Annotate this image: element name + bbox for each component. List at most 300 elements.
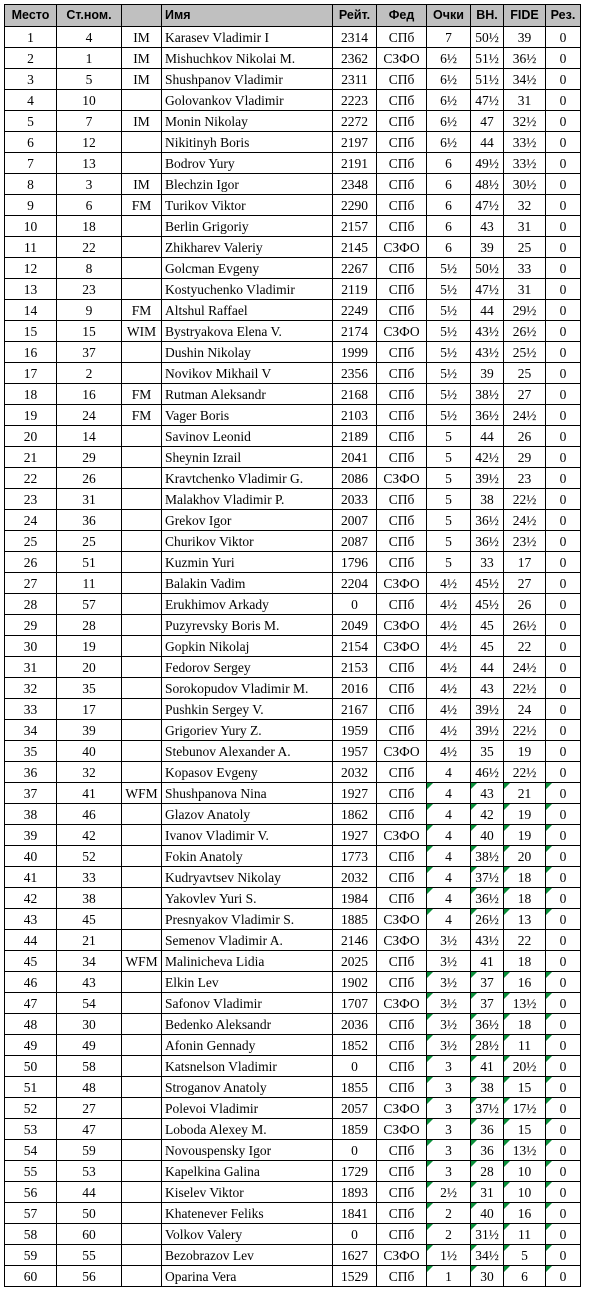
cell-name: Pushkin Sergey V. <box>162 699 333 720</box>
cell-start-number: 40 <box>57 741 122 762</box>
cell-points: 3½ <box>427 930 471 951</box>
table-row <box>5 69 581 90</box>
cell-buchholz: 36½ <box>471 405 504 426</box>
cell-place: 44 <box>5 930 57 951</box>
cell-name: Zhikharev Valeriy <box>162 237 333 258</box>
cell-rating: 1927 <box>333 825 377 846</box>
cell-rating: 1862 <box>333 804 377 825</box>
cell-fide: 22 <box>504 636 546 657</box>
cell-buchholz: 31 <box>471 1182 504 1203</box>
cell-result: 0 <box>546 531 581 552</box>
cell-result: 0 <box>546 552 581 573</box>
cell-fide: 23½ <box>504 531 546 552</box>
cell-federation: СПб <box>377 846 427 867</box>
cell-result: 0 <box>546 1266 581 1287</box>
cell-title <box>122 1077 162 1098</box>
cell-title <box>122 1203 162 1224</box>
table-row <box>5 111 581 132</box>
cell-points: 6½ <box>427 69 471 90</box>
cell-buchholz: 47½ <box>471 279 504 300</box>
cell-title: WFM <box>122 951 162 972</box>
cell-start-number: 4 <box>57 27 122 48</box>
cell-federation: СПб <box>377 867 427 888</box>
cell-title <box>122 1266 162 1287</box>
cell-fide: 31 <box>504 279 546 300</box>
cell-points: 4½ <box>427 573 471 594</box>
cell-federation: СПб <box>377 699 427 720</box>
cell-place: 1 <box>5 27 57 48</box>
cell-title: IM <box>122 69 162 90</box>
cell-points: 5 <box>427 531 471 552</box>
cell-fide: 26 <box>504 594 546 615</box>
cell-title: IM <box>122 48 162 69</box>
cell-buchholz: 39 <box>471 363 504 384</box>
cell-name: Kapelkina Galina <box>162 1161 333 1182</box>
cell-federation: СПб <box>377 888 427 909</box>
table-row <box>5 825 581 846</box>
cell-place: 39 <box>5 825 57 846</box>
cell-rating: 0 <box>333 1224 377 1245</box>
cell-name: Balakin Vadim <box>162 573 333 594</box>
cell-result: 0 <box>546 867 581 888</box>
cell-fide: 26½ <box>504 321 546 342</box>
cell-points: 4½ <box>427 699 471 720</box>
cell-rating: 1796 <box>333 552 377 573</box>
cell-federation: СПб <box>377 972 427 993</box>
cell-fide: 19 <box>504 825 546 846</box>
cell-buchholz: 44 <box>471 426 504 447</box>
cell-federation: СПб <box>377 1035 427 1056</box>
cell-federation: СЗФО <box>377 573 427 594</box>
cell-buchholz: 40 <box>471 825 504 846</box>
cell-place: 36 <box>5 762 57 783</box>
table-row <box>5 951 581 972</box>
cell-rating: 2348 <box>333 174 377 195</box>
cell-start-number: 41 <box>57 783 122 804</box>
cell-buchholz: 38½ <box>471 846 504 867</box>
cell-federation: СПб <box>377 132 427 153</box>
cell-federation: СЗФО <box>377 1098 427 1119</box>
cell-buchholz: 44 <box>471 657 504 678</box>
cell-start-number: 59 <box>57 1140 122 1161</box>
cell-start-number: 56 <box>57 1266 122 1287</box>
header-points: Очки <box>427 5 471 27</box>
cell-result: 0 <box>546 1098 581 1119</box>
table-row <box>5 657 581 678</box>
cell-rating: 2036 <box>333 1014 377 1035</box>
table-row <box>5 1266 581 1287</box>
cell-result: 0 <box>546 426 581 447</box>
cell-start-number: 10 <box>57 90 122 111</box>
cell-buchholz: 47½ <box>471 90 504 111</box>
cell-place: 41 <box>5 867 57 888</box>
cell-points: 4½ <box>427 636 471 657</box>
cell-name: Kopasov Evgeny <box>162 762 333 783</box>
cell-start-number: 45 <box>57 909 122 930</box>
cell-fide: 11 <box>504 1224 546 1245</box>
cell-result: 0 <box>546 594 581 615</box>
cell-federation: СПб <box>377 657 427 678</box>
cell-result: 0 <box>546 993 581 1014</box>
cell-start-number: 38 <box>57 888 122 909</box>
cell-title <box>122 426 162 447</box>
cell-start-number: 26 <box>57 468 122 489</box>
cell-title <box>122 594 162 615</box>
cell-place: 25 <box>5 531 57 552</box>
cell-points: 4½ <box>427 720 471 741</box>
cell-federation: СПб <box>377 1182 427 1203</box>
cell-points: 5½ <box>427 258 471 279</box>
cell-start-number: 52 <box>57 846 122 867</box>
cell-buchholz: 49½ <box>471 153 504 174</box>
cell-rating: 0 <box>333 594 377 615</box>
cell-result: 0 <box>546 783 581 804</box>
cell-fide: 31 <box>504 216 546 237</box>
cell-fide: 24½ <box>504 657 546 678</box>
cell-points: 5 <box>427 552 471 573</box>
cell-buchholz: 36½ <box>471 888 504 909</box>
cell-fide: 22½ <box>504 489 546 510</box>
cell-rating: 2057 <box>333 1098 377 1119</box>
cell-federation: СПб <box>377 363 427 384</box>
cell-rating: 1984 <box>333 888 377 909</box>
cell-title: FM <box>122 195 162 216</box>
cell-points: 3½ <box>427 972 471 993</box>
cell-rating: 2087 <box>333 531 377 552</box>
cell-points: 6½ <box>427 48 471 69</box>
cell-title <box>122 720 162 741</box>
cell-fide: 20½ <box>504 1056 546 1077</box>
cell-points: 4 <box>427 804 471 825</box>
cell-result: 0 <box>546 1161 581 1182</box>
cell-federation: СПб <box>377 447 427 468</box>
cell-start-number: 42 <box>57 825 122 846</box>
cell-result: 0 <box>546 384 581 405</box>
cell-result: 0 <box>546 27 581 48</box>
cell-rating: 1841 <box>333 1203 377 1224</box>
cell-start-number: 27 <box>57 1098 122 1119</box>
cell-name: Altshul Raffael <box>162 300 333 321</box>
cell-federation: СПб <box>377 1224 427 1245</box>
cell-rating: 2311 <box>333 69 377 90</box>
cell-federation: СПб <box>377 1203 427 1224</box>
cell-points: 2 <box>427 1203 471 1224</box>
table-row <box>5 594 581 615</box>
cell-title: FM <box>122 405 162 426</box>
cell-rating: 2025 <box>333 951 377 972</box>
cell-points: 5 <box>427 510 471 531</box>
cell-federation: СПб <box>377 1014 427 1035</box>
cell-title <box>122 363 162 384</box>
cell-place: 28 <box>5 594 57 615</box>
cell-federation: СЗФО <box>377 48 427 69</box>
cell-title <box>122 1014 162 1035</box>
cell-result: 0 <box>546 447 581 468</box>
cell-federation: СПб <box>377 510 427 531</box>
cell-start-number: 29 <box>57 447 122 468</box>
cell-buchholz: 41 <box>471 1056 504 1077</box>
cell-buchholz: 40 <box>471 1203 504 1224</box>
cell-result: 0 <box>546 615 581 636</box>
cell-start-number: 14 <box>57 426 122 447</box>
cell-name: Golcman Evgeny <box>162 258 333 279</box>
cell-points: 2 <box>427 1224 471 1245</box>
cell-title <box>122 699 162 720</box>
cell-fide: 29 <box>504 447 546 468</box>
cell-rating: 2041 <box>333 447 377 468</box>
header-start-number: Ст.ном. <box>57 5 122 27</box>
cell-name: Malinicheva Lidia <box>162 951 333 972</box>
cell-place: 30 <box>5 636 57 657</box>
cell-buchholz: 50½ <box>471 27 504 48</box>
cell-fide: 39 <box>504 27 546 48</box>
cell-points: 3½ <box>427 1035 471 1056</box>
table-row <box>5 552 581 573</box>
cell-name: Nikitinyh Boris <box>162 132 333 153</box>
cell-title <box>122 1056 162 1077</box>
cell-points: 4½ <box>427 657 471 678</box>
cell-points: 3½ <box>427 993 471 1014</box>
cell-buchholz: 43½ <box>471 930 504 951</box>
table-row <box>5 1077 581 1098</box>
cell-buchholz: 28 <box>471 1161 504 1182</box>
cell-fide: 33½ <box>504 153 546 174</box>
cell-points: 4 <box>427 825 471 846</box>
cell-place: 12 <box>5 258 57 279</box>
table-row <box>5 153 581 174</box>
cell-name: Kudryavtsev Nikolay <box>162 867 333 888</box>
cell-buchholz: 47½ <box>471 195 504 216</box>
cell-fide: 22 <box>504 930 546 951</box>
cell-federation: СЗФО <box>377 741 427 762</box>
cell-title <box>122 615 162 636</box>
cell-federation: СПб <box>377 951 427 972</box>
cell-rating: 2356 <box>333 363 377 384</box>
cell-buchholz: 37 <box>471 993 504 1014</box>
cell-rating: 2314 <box>333 27 377 48</box>
cell-rating: 1773 <box>333 846 377 867</box>
cell-points: 7 <box>427 27 471 48</box>
cell-points: 6½ <box>427 90 471 111</box>
cell-buchholz: 33 <box>471 552 504 573</box>
cell-fide: 25 <box>504 237 546 258</box>
cell-result: 0 <box>546 216 581 237</box>
cell-federation: СПб <box>377 720 427 741</box>
cell-place: 7 <box>5 153 57 174</box>
cell-points: 5½ <box>427 321 471 342</box>
cell-federation: СЗФО <box>377 468 427 489</box>
cell-points: 3½ <box>427 1014 471 1035</box>
table-row <box>5 1056 581 1077</box>
cell-rating: 2290 <box>333 195 377 216</box>
cell-place: 32 <box>5 678 57 699</box>
cell-buchholz: 36½ <box>471 531 504 552</box>
cell-title <box>122 825 162 846</box>
cell-federation: СПб <box>377 1056 427 1077</box>
header-name: Имя <box>162 5 333 27</box>
cell-fide: 10 <box>504 1161 546 1182</box>
cell-name: Katsnelson Vladimir <box>162 1056 333 1077</box>
cell-rating: 2049 <box>333 615 377 636</box>
cell-buchholz: 37½ <box>471 867 504 888</box>
cell-start-number: 28 <box>57 615 122 636</box>
cell-fide: 36½ <box>504 48 546 69</box>
cell-rating: 2157 <box>333 216 377 237</box>
cell-start-number: 54 <box>57 993 122 1014</box>
cell-place: 4 <box>5 90 57 111</box>
cell-buchholz: 45 <box>471 615 504 636</box>
cell-points: 4½ <box>427 615 471 636</box>
cell-rating: 2103 <box>333 405 377 426</box>
cell-federation: СПб <box>377 552 427 573</box>
table-row <box>5 426 581 447</box>
cell-start-number: 7 <box>57 111 122 132</box>
cell-title <box>122 1119 162 1140</box>
cell-federation: СПб <box>377 783 427 804</box>
cell-result: 0 <box>546 762 581 783</box>
header-place: Место <box>5 5 57 27</box>
cell-start-number: 49 <box>57 1035 122 1056</box>
cell-points: 3 <box>427 1056 471 1077</box>
cell-title <box>122 531 162 552</box>
cell-rating: 2086 <box>333 468 377 489</box>
cell-result: 0 <box>546 825 581 846</box>
cell-start-number: 34 <box>57 951 122 972</box>
cell-buchholz: 42½ <box>471 447 504 468</box>
cell-buchholz: 45½ <box>471 573 504 594</box>
cell-rating: 1999 <box>333 342 377 363</box>
cell-points: 4 <box>427 888 471 909</box>
cell-result: 0 <box>546 363 581 384</box>
cell-points: 1 <box>427 1266 471 1287</box>
cell-fide: 16 <box>504 1203 546 1224</box>
cell-start-number: 11 <box>57 573 122 594</box>
table-row <box>5 1035 581 1056</box>
table-row <box>5 867 581 888</box>
cell-place: 21 <box>5 447 57 468</box>
cell-title <box>122 258 162 279</box>
cell-result: 0 <box>546 930 581 951</box>
cell-result: 0 <box>546 804 581 825</box>
cell-start-number: 17 <box>57 699 122 720</box>
cell-name: Oparina Vera <box>162 1266 333 1287</box>
cell-points: 5½ <box>427 342 471 363</box>
cell-result: 0 <box>546 237 581 258</box>
cell-points: 5 <box>427 447 471 468</box>
cell-buchholz: 36½ <box>471 1014 504 1035</box>
cell-federation: СПб <box>377 405 427 426</box>
cell-points: 3 <box>427 1077 471 1098</box>
cell-place: 5 <box>5 111 57 132</box>
cell-name: Volkov Valery <box>162 1224 333 1245</box>
cell-fide: 30½ <box>504 174 546 195</box>
cell-name: Presnyakov Vladimir S. <box>162 909 333 930</box>
cell-start-number: 31 <box>57 489 122 510</box>
cell-start-number: 53 <box>57 1161 122 1182</box>
cell-result: 0 <box>546 174 581 195</box>
header-fide: FIDE <box>504 5 546 27</box>
cell-name: Rutman Aleksandr <box>162 384 333 405</box>
cell-buchholz: 38 <box>471 1077 504 1098</box>
cell-result: 0 <box>546 741 581 762</box>
cell-buchholz: 43 <box>471 783 504 804</box>
cell-federation: СЗФО <box>377 1119 427 1140</box>
cell-buchholz: 34½ <box>471 1245 504 1266</box>
cell-place: 24 <box>5 510 57 531</box>
cell-result: 0 <box>546 1182 581 1203</box>
table-row <box>5 342 581 363</box>
cell-buchholz: 50½ <box>471 258 504 279</box>
cell-place: 35 <box>5 741 57 762</box>
cell-place: 49 <box>5 1035 57 1056</box>
cell-points: 4 <box>427 846 471 867</box>
cell-buchholz: 35 <box>471 741 504 762</box>
cell-result: 0 <box>546 300 581 321</box>
cell-fide: 22½ <box>504 678 546 699</box>
cell-title <box>122 1161 162 1182</box>
cell-start-number: 43 <box>57 972 122 993</box>
cell-fide: 16 <box>504 972 546 993</box>
table-row <box>5 1098 581 1119</box>
cell-rating: 2146 <box>333 930 377 951</box>
cell-buchholz: 47 <box>471 111 504 132</box>
cell-place: 14 <box>5 300 57 321</box>
cell-federation: СПб <box>377 489 427 510</box>
cell-place: 23 <box>5 489 57 510</box>
header-buchholz: ВН. <box>471 5 504 27</box>
cell-title <box>122 153 162 174</box>
cell-start-number: 57 <box>57 594 122 615</box>
cell-place: 51 <box>5 1077 57 1098</box>
cell-rating: 2016 <box>333 678 377 699</box>
cell-title <box>122 468 162 489</box>
cell-rating: 1959 <box>333 720 377 741</box>
cell-name: Malakhov Vladimir P. <box>162 489 333 510</box>
table-row <box>5 1245 581 1266</box>
cell-buchholz: 28½ <box>471 1035 504 1056</box>
cell-points: 3 <box>427 1161 471 1182</box>
cell-federation: СПб <box>377 27 427 48</box>
cell-name: Puzyrevsky Boris M. <box>162 615 333 636</box>
table-row <box>5 972 581 993</box>
cell-rating: 2168 <box>333 384 377 405</box>
cell-place: 27 <box>5 573 57 594</box>
table-row <box>5 1203 581 1224</box>
cell-rating: 1729 <box>333 1161 377 1182</box>
cell-title <box>122 678 162 699</box>
cell-points: 5 <box>427 426 471 447</box>
cell-title <box>122 342 162 363</box>
cell-federation: СПб <box>377 1140 427 1161</box>
cell-points: 6 <box>427 195 471 216</box>
table-row <box>5 1140 581 1161</box>
cell-fide: 24 <box>504 699 546 720</box>
cell-rating: 1859 <box>333 1119 377 1140</box>
cell-buchholz: 38½ <box>471 384 504 405</box>
cell-title <box>122 489 162 510</box>
cell-start-number: 35 <box>57 678 122 699</box>
cell-points: 4½ <box>427 594 471 615</box>
cell-title: FM <box>122 384 162 405</box>
table-row <box>5 510 581 531</box>
cell-name: Kuzmin Yuri <box>162 552 333 573</box>
cell-buchholz: 39½ <box>471 720 504 741</box>
cell-start-number: 30 <box>57 1014 122 1035</box>
cell-result: 0 <box>546 951 581 972</box>
cell-place: 59 <box>5 1245 57 1266</box>
cell-points: 4½ <box>427 678 471 699</box>
cell-title <box>122 132 162 153</box>
